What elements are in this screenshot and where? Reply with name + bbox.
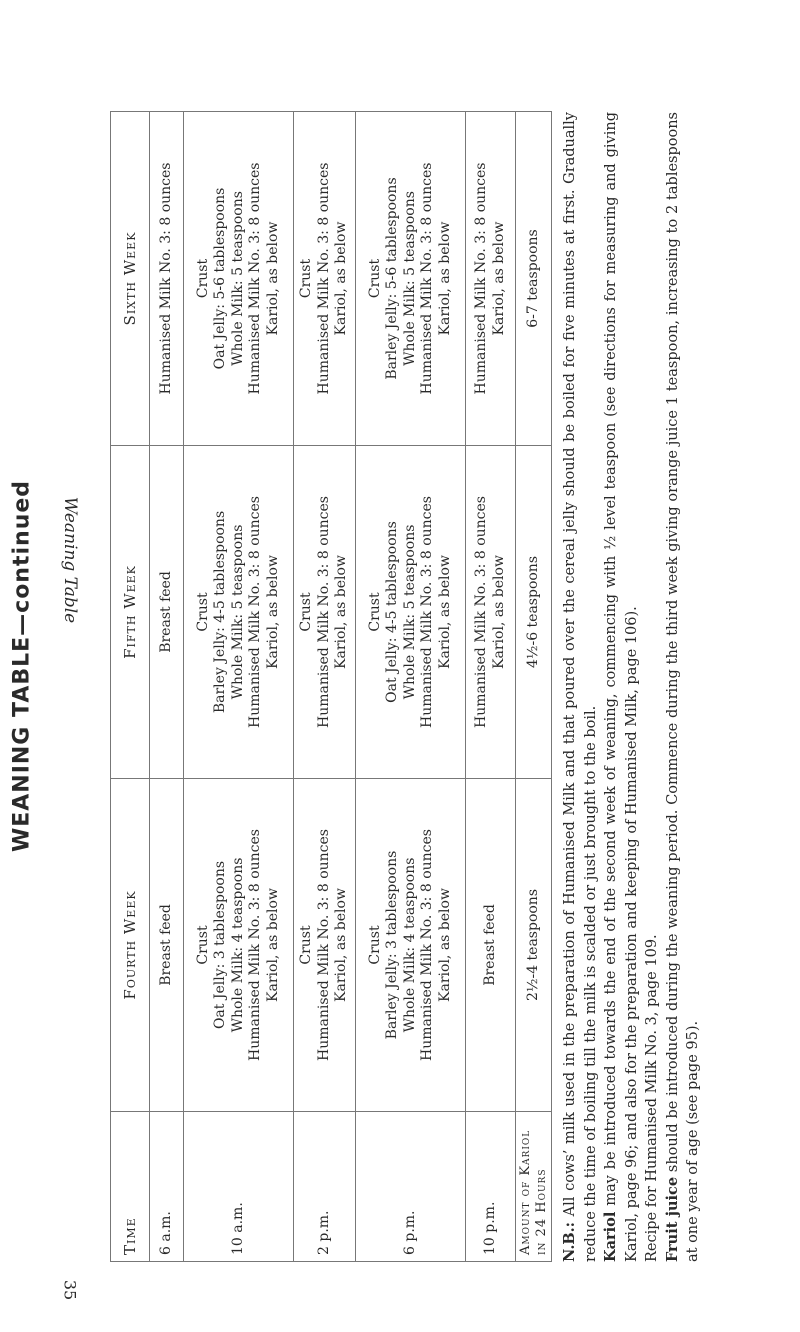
note-recipe-text: Recipe for Humanised Milk No. 3, page 109. bbox=[644, 934, 661, 1262]
cell-line: Breast feed bbox=[157, 571, 174, 653]
note-nb bbox=[560, 112, 601, 1262]
amount-sixth-week: 6-7 teaspoons bbox=[516, 112, 552, 446]
cell-line: Kariol, as below bbox=[490, 221, 507, 336]
note-nb-text: All cows’ milk used in the preparation of Humanised Milk and that poured over the cereal jelly should be boiled for five minutes at first. Gradually reduce the time of boiling till the milk is scalded or just brought to the boil. bbox=[562, 112, 599, 1262]
amount-label: Amount of Kariol in 24 Hours bbox=[516, 1112, 552, 1262]
cell-line: Kariol, as below bbox=[264, 888, 281, 1002]
cell-line: Kariol, as below bbox=[333, 221, 350, 336]
cell-line: Humanised Milk No. 3: 8 ounces bbox=[419, 829, 436, 1061]
fifth-week-cell bbox=[466, 446, 516, 779]
note-fruit bbox=[663, 112, 704, 1262]
note-kariol bbox=[601, 112, 642, 1262]
table-row bbox=[466, 112, 516, 1262]
table-row bbox=[150, 112, 184, 1262]
fourth-week-cell bbox=[150, 779, 184, 1112]
sixth-week-cell bbox=[356, 112, 466, 446]
table-body bbox=[150, 112, 552, 1262]
sixth-week-cell bbox=[294, 112, 356, 446]
fourth-week-cell bbox=[466, 779, 516, 1112]
fifth-week-cell bbox=[356, 446, 466, 779]
cell-line: Barley Jelly: 4-5 tablespoons bbox=[212, 510, 229, 714]
cell-line: Humanised Milk No. 3: 8 ounces bbox=[473, 496, 489, 728]
cell-line: Humanised Milk No. 3: 8 ounces bbox=[157, 162, 174, 395]
cell-line: Humanised Milk No. 3: 8 ounces bbox=[473, 162, 489, 395]
cell-line: Kariol, as below bbox=[490, 555, 507, 669]
cell-line: Kariol, as below bbox=[333, 555, 350, 669]
table-header-row bbox=[111, 112, 150, 1262]
cell-line: Humanised Milk No. 3: 8 ounces bbox=[247, 496, 264, 728]
cell-line: Humanised Milk No. 3: 8 ounces bbox=[315, 829, 332, 1061]
fourth-week-cell bbox=[356, 779, 466, 1112]
cell-line: Kariol, as below bbox=[264, 555, 281, 669]
weaning-table bbox=[110, 111, 552, 1262]
cell-line: Whole Milk: 5 teaspoons bbox=[401, 191, 418, 366]
cell-line: Humanised Milk No. 3: 8 ounces bbox=[247, 162, 264, 395]
cell-line: Crust bbox=[298, 925, 315, 965]
note-fruit-label: Fruit juice bbox=[663, 1176, 681, 1262]
cell-line: Kariol, as below bbox=[333, 888, 350, 1002]
sixth-week-cell bbox=[466, 112, 516, 446]
page-number: 35 bbox=[60, 1279, 80, 1301]
time-cell: 10 a.m. bbox=[184, 1112, 294, 1262]
fifth-week-cell bbox=[150, 446, 184, 779]
time-cell: 2 p.m. bbox=[294, 1112, 356, 1262]
note-kariol-label: Kariol bbox=[602, 1211, 620, 1262]
cell-line: Humanised Milk No. 3: 8 ounces bbox=[315, 496, 332, 728]
cell-line: Humanised Milk No. 3: 8 ounces bbox=[419, 496, 436, 728]
cell-line: Oat Jelly: 3 tablespoons bbox=[212, 860, 229, 1030]
cell-line: Crust bbox=[366, 592, 383, 632]
banner-title: WEANING TABLE—continued bbox=[9, 479, 35, 853]
time-cell: 10 p.m. bbox=[466, 1112, 516, 1262]
cell-line: Crust bbox=[194, 258, 211, 299]
cell-line: Crust bbox=[366, 258, 383, 299]
note-recipe bbox=[642, 112, 663, 1262]
cell-line: Whole Milk: 4 teaspoons bbox=[229, 857, 246, 1033]
table-row bbox=[294, 112, 356, 1262]
cell-line: Crust bbox=[298, 258, 315, 299]
header-sixth-week: Sixth Week bbox=[111, 112, 150, 446]
cell-line: Barley Jelly: 5-6 tablespoons bbox=[384, 177, 401, 380]
sixth-week-cell bbox=[184, 112, 294, 446]
time-cell: 6 p.m. bbox=[356, 1112, 466, 1262]
cell-line: Kariol, as below bbox=[436, 888, 453, 1002]
running-title: Weaning Table bbox=[60, 496, 80, 624]
time-cell: 6 a.m. bbox=[150, 1112, 184, 1262]
cell-line: Barley Jelly: 3 tablespoons bbox=[384, 850, 401, 1040]
fourth-week-cell bbox=[294, 779, 356, 1112]
sixth-week-cell bbox=[150, 112, 184, 446]
header-fifth-week: Fifth Week bbox=[111, 446, 150, 779]
cell-line: Oat Jelly: 5-6 tablespoons bbox=[212, 187, 229, 370]
cell-line: Crust bbox=[366, 925, 383, 965]
amount-fourth-week: 2½-4 teaspoons bbox=[516, 779, 552, 1112]
cell-line: Kariol, as below bbox=[264, 221, 281, 336]
note-nb-label: N.B.: bbox=[561, 1221, 578, 1262]
cell-line: Whole Milk: 5 teaspoons bbox=[229, 524, 246, 700]
cell-line: Humanised Milk No. 3: 8 ounces bbox=[247, 829, 264, 1061]
cell-line: Crust bbox=[194, 592, 211, 632]
note-fruit-text: should be introduced during the weaning period. Commence during the third week giving orange juice 1 teaspoon, increasing to 2 tablespoons at one year of age (see page 95). bbox=[664, 112, 702, 1262]
footnotes bbox=[560, 112, 790, 1262]
note-kariol-text: may be introduced towards the end of the second week of weaning, commencing with ½ level teaspoon (see directions for measuring and giving Kariol, page 96; and also for the preparation and keeping of Humanised Milk, page 106). bbox=[603, 112, 640, 1262]
cell-line: Crust bbox=[298, 592, 315, 632]
cell-line: Whole Milk: 5 teaspoons bbox=[401, 524, 418, 700]
fourth-week-cell bbox=[184, 779, 294, 1112]
cell-line: Humanised Milk No. 3: 8 ounces bbox=[419, 162, 436, 395]
cell-line: Kariol, as below bbox=[436, 221, 453, 336]
amount-row bbox=[516, 112, 552, 1262]
cell-line: Oat Jelly: 4-5 tablespoons bbox=[384, 521, 401, 703]
cell-line: Breast feed bbox=[481, 904, 498, 986]
header-fourth-week: Fourth Week bbox=[111, 779, 150, 1112]
header-time: Time bbox=[111, 1112, 150, 1262]
cell-line: Whole Milk: 5 teaspoons bbox=[229, 191, 246, 366]
cell-line: Breast feed bbox=[157, 904, 174, 986]
fifth-week-cell bbox=[184, 446, 294, 779]
cell-line: Humanised Milk No. 3: 8 ounces bbox=[315, 162, 332, 395]
weaning-table-container bbox=[110, 112, 549, 1262]
cell-line: Kariol, as below bbox=[436, 555, 453, 669]
table-row bbox=[184, 112, 294, 1262]
amount-fifth-week: 4½-6 teaspoons bbox=[516, 446, 552, 779]
table-row bbox=[356, 112, 466, 1262]
fifth-week-cell bbox=[294, 446, 356, 779]
cell-line: Crust bbox=[194, 925, 211, 965]
cell-line: Whole Milk: 4 teaspoons bbox=[401, 857, 418, 1033]
